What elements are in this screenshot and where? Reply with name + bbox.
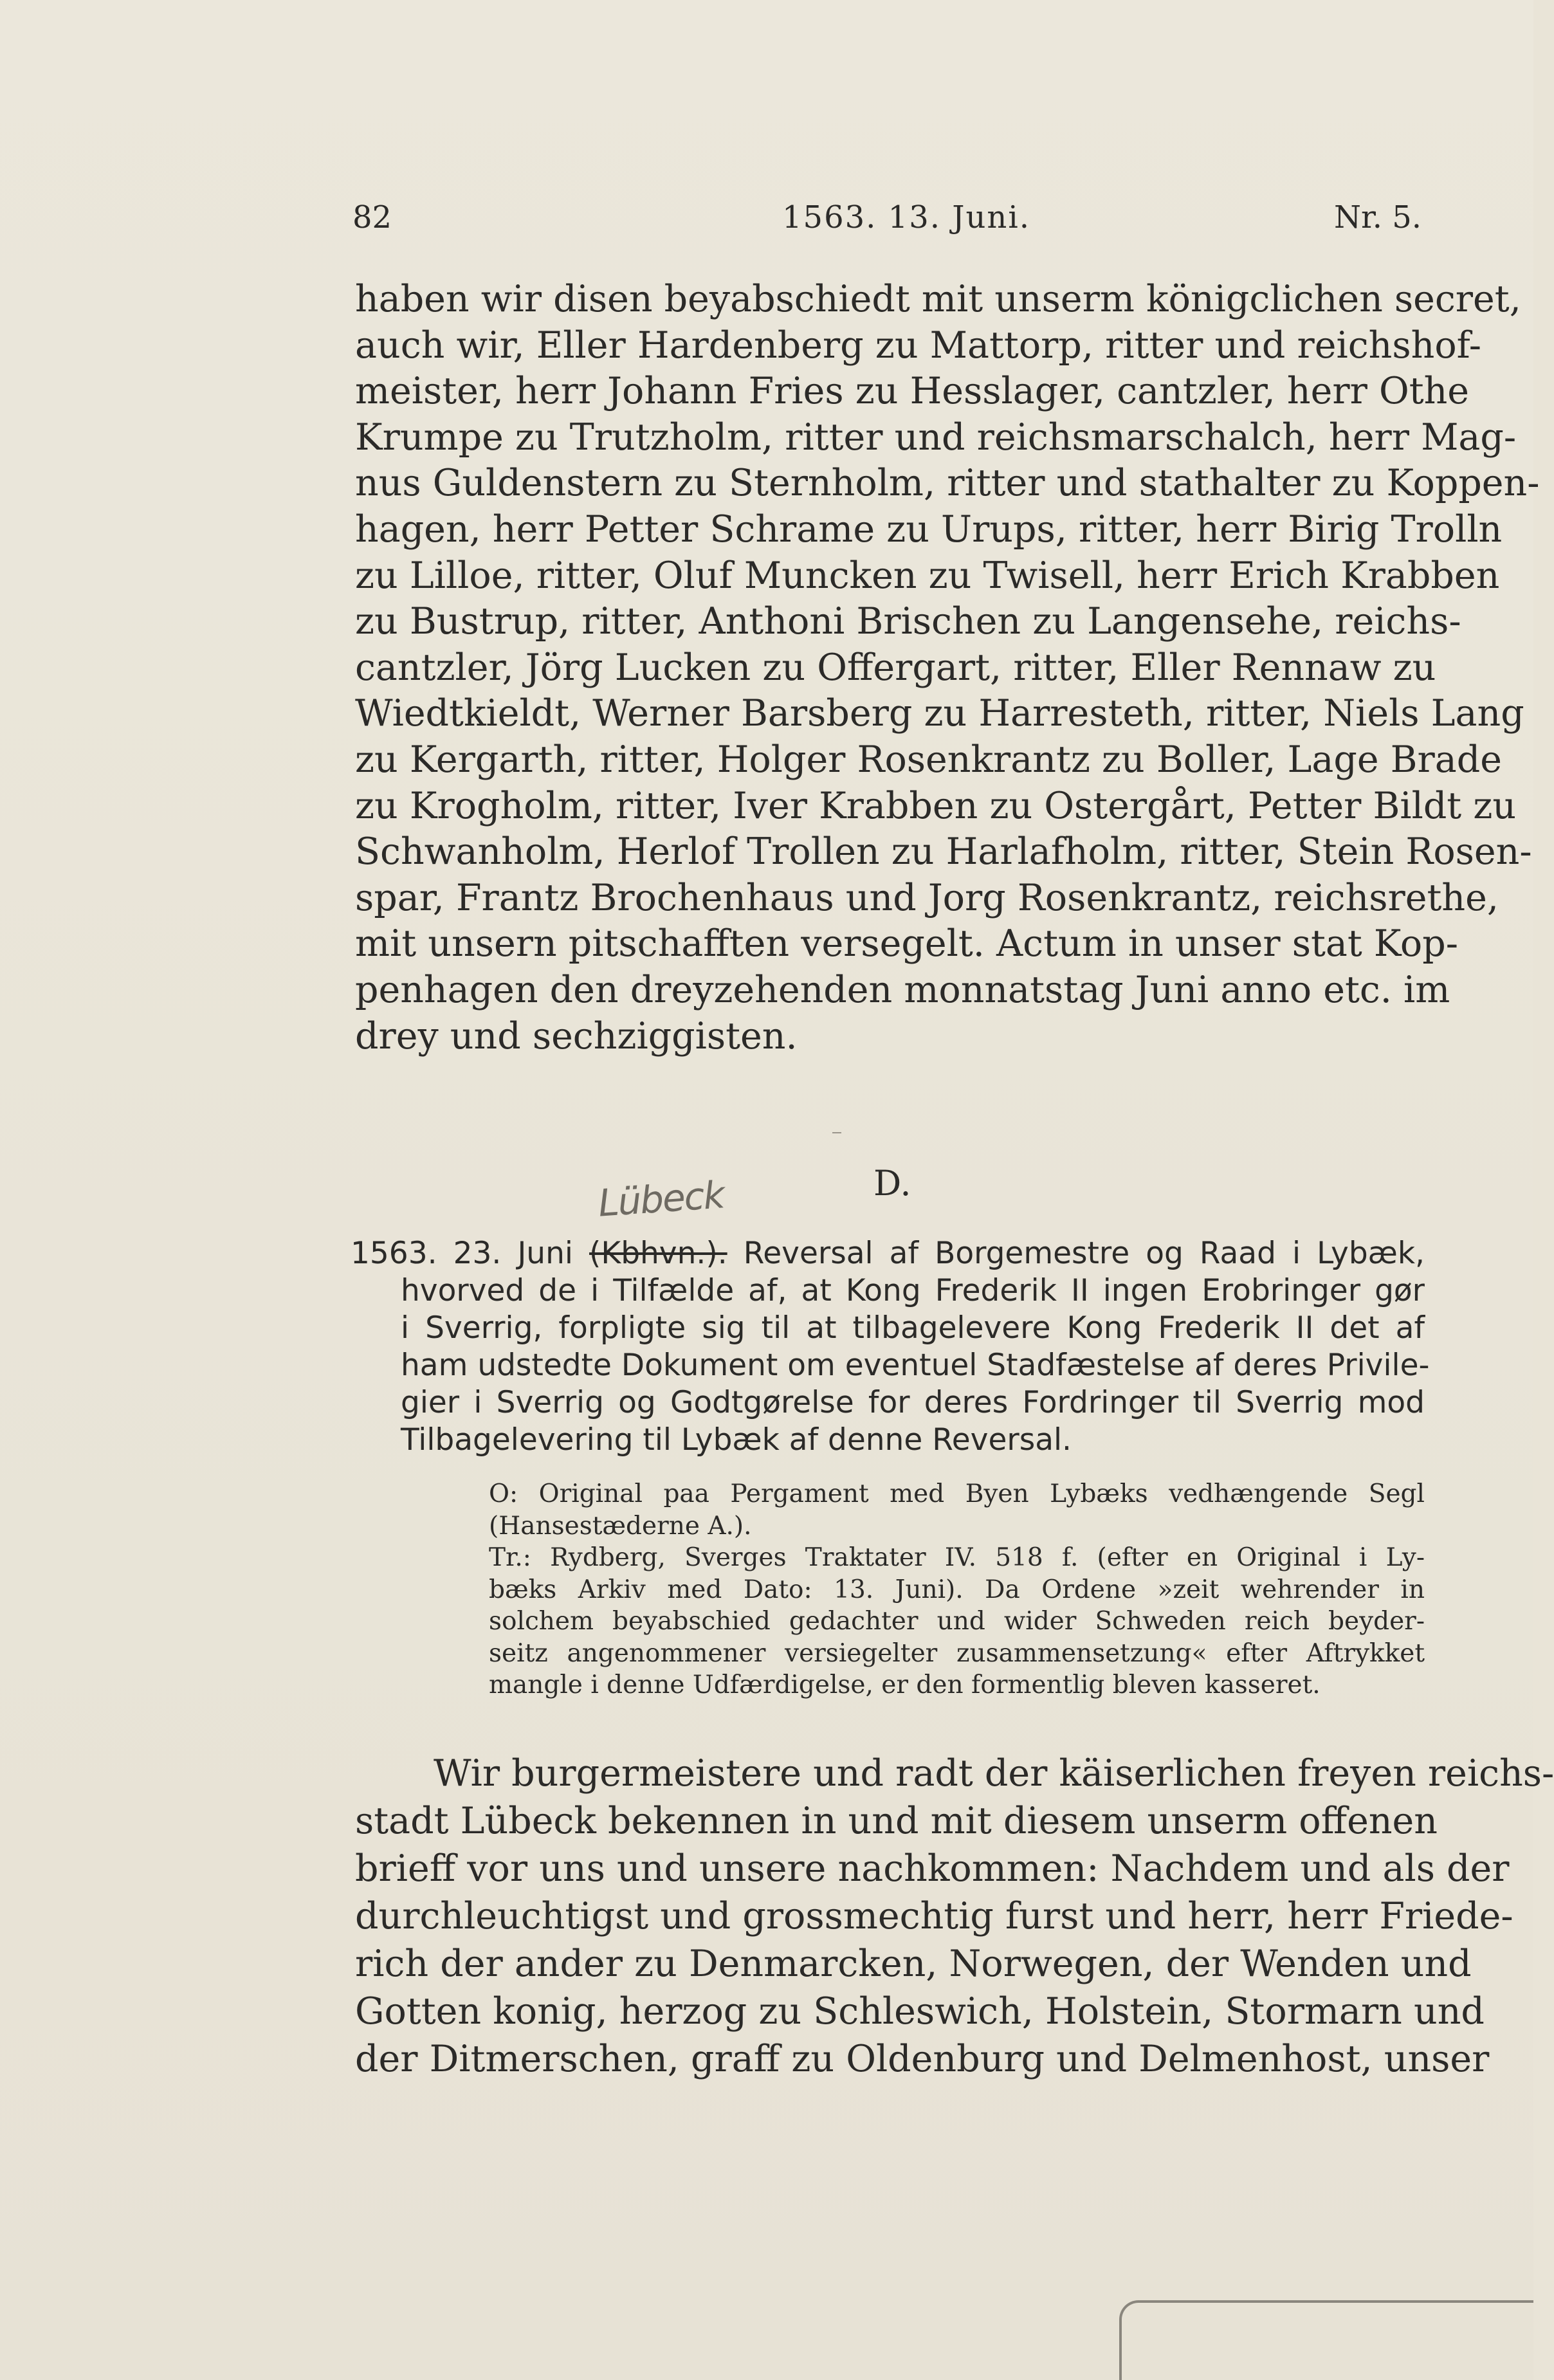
page-corner-edge bbox=[1119, 2300, 1533, 2380]
text-line: rich der ander zu Denmarcken, Norwegen, der Wenden und bbox=[355, 1943, 1472, 1985]
text-line: stadt Lübeck bekennen in und mit diesem unserm offenen bbox=[355, 1800, 1438, 1842]
text-line: Gotten konig, herzog zu Schleswich, Holstein, Stormarn und bbox=[355, 1990, 1485, 2033]
text-line: brieff vor uns und unsere nachkommen: Nachdem und als der bbox=[355, 1847, 1510, 1890]
regest-line: gier i Sverrig og Godtgørelse for deres Fordringer til Sverrig mod bbox=[401, 1385, 1425, 1420]
note-line: Tr.: Rydberg, Sverges Traktater IV. 518 f. (efter en Original i Ly- bbox=[489, 1543, 1425, 1572]
note-line: O: Original paa Pergament med Byen Lybæks vedhængende Segl bbox=[489, 1479, 1425, 1508]
text-line: zu Bustrup, ritter, Anthoni Brischen zu Langensehe, reichs- bbox=[355, 600, 1461, 643]
divider-mark bbox=[832, 1132, 841, 1133]
text-line: cantzler, Jörg Lucken zu Offergart, ritter, Eller Rennaw zu bbox=[355, 646, 1436, 689]
text-line: drey und sechziggisten. bbox=[355, 1014, 798, 1057]
text-line: zu Lilloe, ritter, Oluf Muncken zu Twisell, herr Erich Krabben bbox=[355, 554, 1500, 597]
text-line: Wir burgermeistere und radt der käiserlichen freyen reichs- bbox=[434, 1752, 1554, 1795]
text-line: zu Krogholm, ritter, Iver Krabben zu Ostergårt, Petter Bildt zu bbox=[355, 784, 1517, 827]
note-line: (Hansestæderne A.). bbox=[489, 1511, 752, 1541]
text-line: durchleuchtigst und grossmechtig furst und herr, herr Friede- bbox=[355, 1895, 1513, 1937]
text-line: auch wir, Eller Hardenberg zu Mattorp, ritter und reichshof- bbox=[355, 324, 1481, 367]
body-text-top bbox=[355, 277, 1540, 1059]
text-line: hagen, herr Petter Schrame zu Urups, ritter, herr Birig Trolln bbox=[355, 508, 1503, 551]
regest-date: 1563. 23. Juni bbox=[351, 1236, 573, 1271]
note-line: seitz angenommener versiegelter zusammensetzung« efter Aftrykket bbox=[489, 1638, 1425, 1668]
regest-first-line bbox=[351, 1235, 1425, 1272]
text-line: nus Guldenstern zu Sternholm, ritter und stathalter zu Koppen- bbox=[355, 462, 1540, 505]
handwritten-annotation: Lübeck bbox=[596, 1173, 726, 1225]
body-text-bottom bbox=[355, 1750, 1554, 2083]
text-line: Schwanholm, Herlof Trollen zu Harlafholm, ritter, Stein Rosen- bbox=[355, 830, 1532, 874]
regest-line: i Sverrig, forpligte sig til at tilbagelevere Kong Frederik II det af bbox=[401, 1310, 1425, 1346]
header-date: 1563. 13. Juni. bbox=[782, 199, 1030, 235]
text-line: meister, herr Johann Fries zu Hesslager, cantzler, herr Othe bbox=[355, 370, 1470, 413]
source-notes bbox=[489, 1478, 1425, 1701]
regest-title: Reversal af Borgemestre og Raad i Lybæk, bbox=[743, 1236, 1425, 1271]
text-line: haben wir disen beyabschiedt mit unserm königclichen secret, bbox=[355, 278, 1521, 320]
regest-summary bbox=[351, 1235, 1430, 1459]
page-number: 82 bbox=[352, 199, 392, 235]
note-line: mangle i denne Udfærdigelse, er den formentlig bleven kasseret. bbox=[489, 1671, 1321, 1699]
regest-line: ham udstedte Dokument om eventuel Stadfæstelse af deres Privile- bbox=[401, 1348, 1430, 1383]
struck-place: (Kbhvn.). bbox=[589, 1236, 727, 1271]
document-number: Nr. 5. bbox=[1334, 199, 1421, 235]
text-line: spar, Frantz Brochenhaus und Jorg Rosenkrantz, reichsrethe, bbox=[355, 876, 1499, 919]
text-line: mit unsern pitschafften versegelt. Actum in unser stat Kop- bbox=[355, 922, 1458, 966]
text-line: penhagen den dreyzehenden monnatstag Juni anno etc. im bbox=[355, 968, 1450, 1011]
regest-line: hvorved de i Tilfælde af, at Kong Frederik II ingen Erobringer gør bbox=[401, 1273, 1425, 1308]
page-header bbox=[352, 199, 1421, 238]
note-line: bæks Arkiv med Dato: 13. Juni). Da Ordene »zeit wehrender in bbox=[489, 1575, 1425, 1604]
regest-line: Tilbagelevering til Lybæk af denne Reversal. bbox=[401, 1422, 1072, 1458]
text-line: Wiedtkieldt, Werner Barsberg zu Harresteth, ritter, Niels Lang bbox=[355, 692, 1524, 735]
text-line: Krumpe zu Trutzholm, ritter und reichsmarschalch, herr Mag- bbox=[355, 416, 1517, 459]
note-line: solchem beyabschied gedachter und wider Schweden reich beyder- bbox=[489, 1607, 1425, 1636]
text-line: zu Kergarth, ritter, Holger Rosenkrantz zu Boller, Lage Brade bbox=[355, 738, 1503, 781]
section-letter: D. bbox=[873, 1163, 911, 1204]
text-line: der Ditmerschen, graff zu Oldenburg und Delmenhost, unser bbox=[355, 2038, 1490, 2080]
